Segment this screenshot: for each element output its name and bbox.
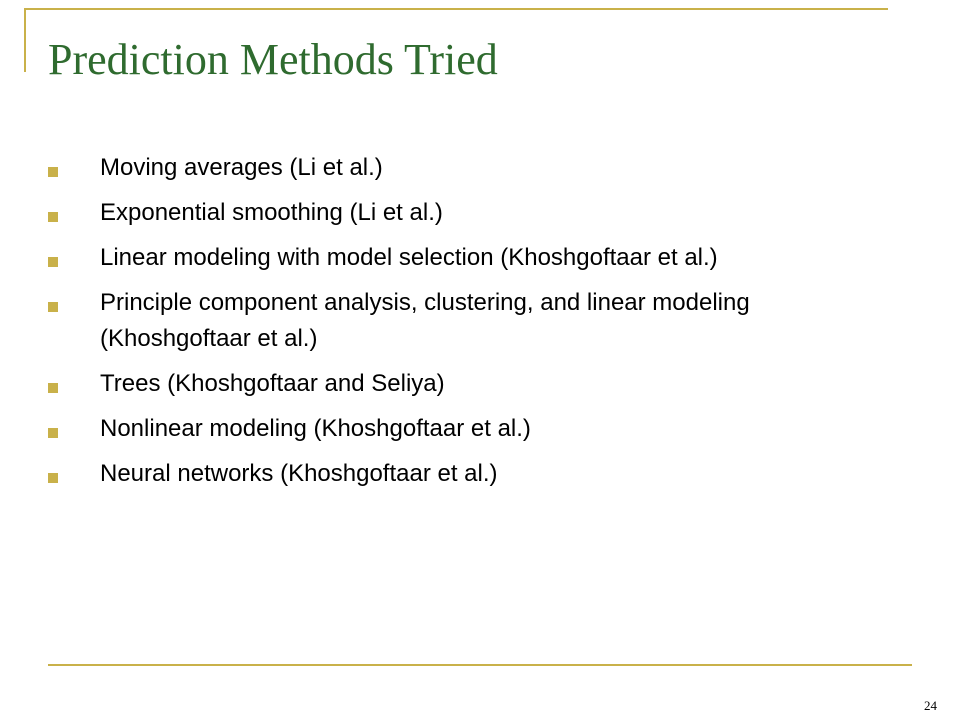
bullet-item: [48, 411, 848, 447]
bullet-text: Neural networks (Khoshgoftaar et al.): [100, 460, 498, 487]
bullet-item: [48, 240, 848, 276]
square-bullet-icon: [48, 212, 58, 222]
square-bullet-icon: [48, 302, 58, 312]
bullet-text: Trees (Khoshgoftaar and Seliya): [100, 370, 445, 397]
slide-title: Prediction Methods Tried: [48, 35, 498, 84]
bullet-text: Linear modeling with model selection (Khoshgoftaar et al.): [100, 244, 718, 271]
square-bullet-icon: [48, 167, 58, 177]
bullet-text: Exponential smoothing (Li et al.): [100, 199, 443, 226]
bullet-text: Principle component analysis, clustering, and linear modeling (Khoshgoftaar et al.): [100, 289, 750, 352]
bullet-item: [48, 456, 848, 492]
square-bullet-icon: [48, 257, 58, 267]
bullet-item: [48, 195, 848, 231]
bullet-item: [48, 366, 848, 402]
square-bullet-icon: [48, 473, 58, 483]
bullet-text: Nonlinear modeling (Khoshgoftaar et al.): [100, 415, 531, 442]
square-bullet-icon: [48, 428, 58, 438]
top-rule: [24, 8, 888, 10]
bottom-rule: [48, 664, 912, 666]
bullet-list: [48, 150, 848, 501]
bullet-item: [48, 285, 848, 357]
square-bullet-icon: [48, 383, 58, 393]
left-rule: [24, 8, 26, 72]
bullet-item: [48, 150, 848, 186]
bullet-text: Moving averages (Li et al.): [100, 154, 383, 181]
page-number: 24: [924, 698, 937, 713]
